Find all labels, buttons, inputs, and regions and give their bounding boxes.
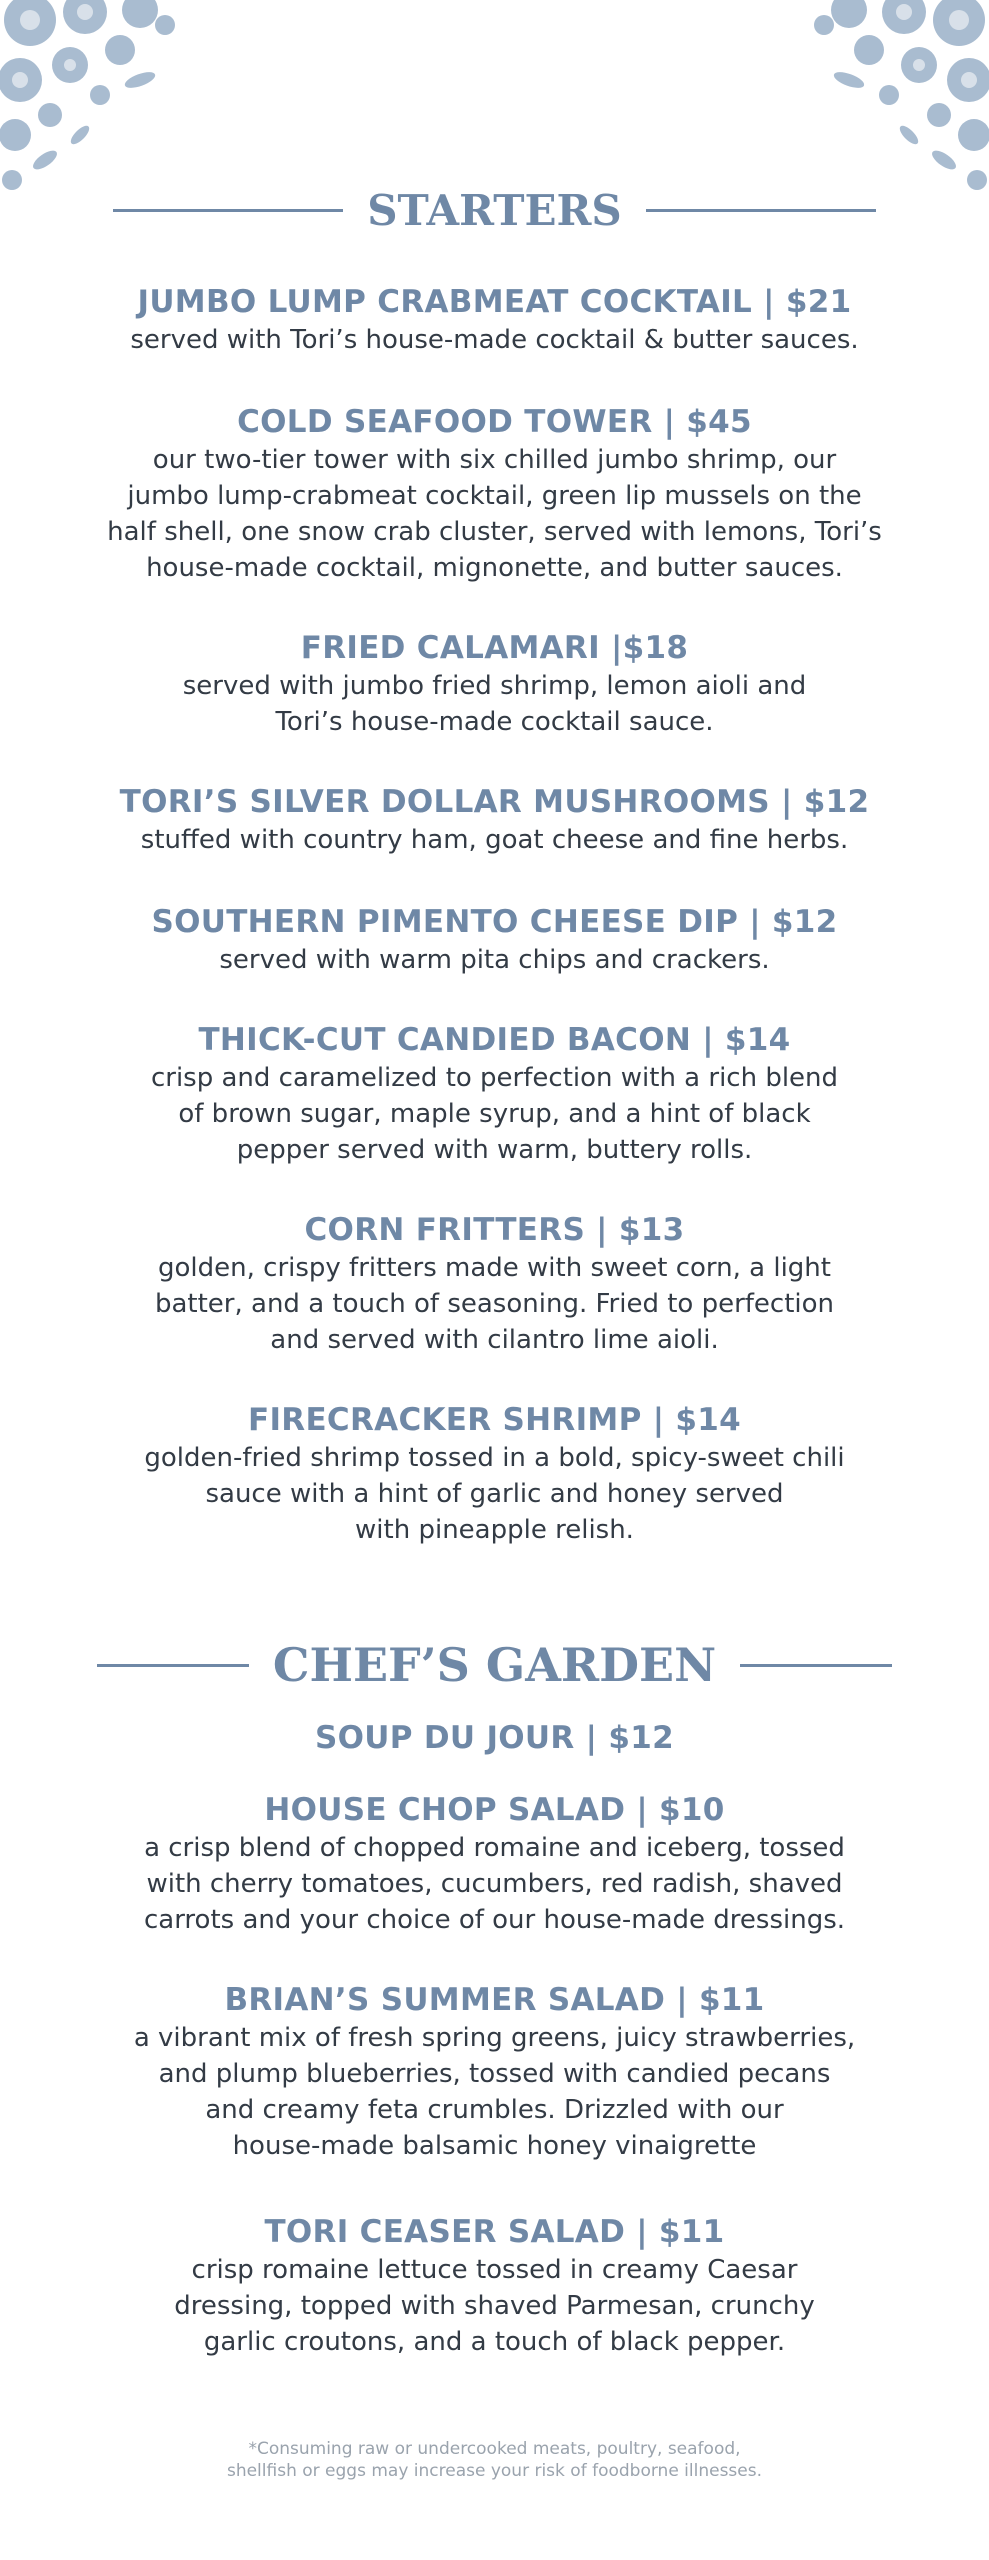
menu-item-fried-calamari: [70, 628, 919, 740]
menu-item-candied-bacon: [70, 1020, 919, 1168]
menu-item-firecracker-shrimp: [70, 1400, 919, 1548]
item-description: [70, 668, 919, 740]
description-line: house-made cocktail, mignonette, and butter sauces.: [146, 553, 843, 583]
item-description: [70, 822, 919, 858]
disclaimer-line: shellfish or eggs may increase your risk of foodborne illnesses.: [226, 2461, 763, 2481]
item-description: [70, 1440, 919, 1548]
description-line: served with Tori’s house-made cocktail & butter sauces.: [130, 325, 859, 355]
menu-item-soup-du-jour: [70, 1718, 919, 1758]
menu-item-house-chop-salad: [70, 1790, 919, 1938]
item-title: JUMBO LUMP CRABMEAT COCKTAIL | $21: [137, 284, 852, 320]
item-title: COLD SEAFOOD TOWER | $45: [237, 404, 752, 440]
item-title: CORN FRITTERS | $13: [304, 1212, 685, 1248]
item-title: FIRECRACKER SHRIMP | $14: [247, 1402, 742, 1438]
heading-rule-left: [97, 1664, 249, 1667]
description-line: half shell, one snow crab cluster, served with lemons, Tori’s: [107, 517, 882, 547]
item-title: SOUP DU JOUR | $12: [314, 1720, 674, 1756]
menu-item-corn-fritters: [70, 1210, 919, 1358]
disclaimer-line: *Consuming raw or undercooked meats, poultry, seafood,: [248, 2439, 741, 2459]
item-description: [70, 1830, 919, 1938]
item-title: THICK-CUT CANDIED BACON | $14: [198, 1022, 791, 1058]
description-line: carrots and your choice of our house-made dressings.: [143, 1905, 846, 1935]
heading-rule-right: [646, 209, 876, 212]
description-line: of brown sugar, maple syrup, and a hint of black: [178, 1099, 811, 1129]
description-line: golden-fried shrimp tossed in a bold, spicy-sweet chili: [144, 1443, 845, 1473]
description-line: served with warm pita chips and crackers.: [219, 945, 770, 975]
description-line: with cherry tomatoes, cucumbers, red radish, shaved: [146, 1869, 843, 1899]
description-line: a vibrant mix of fresh spring greens, juicy strawberries,: [133, 2023, 856, 2053]
chefs-garden-heading: [0, 1632, 989, 1698]
menu-item-pimento-cheese-dip: [70, 902, 919, 978]
item-description: [70, 442, 919, 586]
item-description: [70, 2252, 919, 2360]
description-line: dressing, topped with shaved Parmesan, crunchy: [174, 2291, 815, 2321]
menu-item-seafood-tower: [70, 402, 919, 586]
item-title: HOUSE CHOP SALAD | $10: [264, 1792, 725, 1828]
starters-heading: [0, 180, 989, 240]
floral-corner-left: [0, 0, 190, 210]
menu-item-caesar-salad: [70, 2212, 919, 2360]
description-line: golden, crispy fritters made with sweet corn, a light: [158, 1253, 831, 1283]
description-line: a crisp blend of chopped romaine and iceberg, tossed: [144, 1833, 845, 1863]
item-description: [70, 942, 919, 978]
description-line: batter, and a touch of seasoning. Fried to perfection: [154, 1289, 835, 1319]
description-line: jumbo lump-crabmeat cocktail, green lip mussels on the: [127, 481, 862, 511]
menu-item-summer-salad: [70, 1980, 919, 2164]
item-title: TORI CEASER SALAD | $11: [264, 2214, 725, 2250]
item-title: TORI’S SILVER DOLLAR MUSHROOMS | $12: [119, 784, 870, 820]
description-line: stuffed with country ham, goat cheese and fine herbs.: [140, 825, 849, 855]
chefs-garden-title: CHEF’S GARDEN: [272, 1638, 717, 1692]
starters-title: STARTERS: [367, 185, 622, 235]
description-line: crisp romaine lettuce tossed in creamy Caesar: [191, 2255, 798, 2285]
description-line: and served with cilantro lime aioli.: [270, 1325, 719, 1355]
item-description: [70, 2020, 919, 2164]
description-line: and plump blueberries, tossed with candied pecans: [158, 2059, 831, 2089]
description-line: garlic croutons, and a touch of black pepper.: [203, 2327, 786, 2357]
description-line: served with jumbo fried shrimp, lemon aioli and: [182, 671, 807, 701]
item-description: [70, 1060, 919, 1168]
foodborne-illness-disclaimer: [0, 2438, 989, 2482]
item-title: SOUTHERN PIMENTO CHEESE DIP | $12: [151, 904, 838, 940]
description-line: pepper served with warm, buttery rolls.: [236, 1135, 753, 1165]
heading-rule-right: [740, 1664, 892, 1667]
menu-item-silver-dollar-mushrooms: [70, 782, 919, 858]
description-line: sauce with a hint of garlic and honey served: [205, 1479, 784, 1509]
heading-rule-left: [113, 209, 343, 212]
menu-item-crabmeat-cocktail: [70, 282, 919, 358]
item-description: [70, 322, 919, 358]
item-title: BRIAN’S SUMMER SALAD | $11: [224, 1982, 765, 2018]
item-title: FRIED CALAMARI |$18: [300, 630, 689, 666]
description-line: and creamy feta crumbles. Drizzled with our: [205, 2095, 784, 2125]
item-description: [70, 1250, 919, 1358]
description-line: our two-tier tower with six chilled jumbo shrimp, our: [152, 445, 837, 475]
description-line: Tori’s house-made cocktail sauce.: [275, 707, 714, 737]
description-line: crisp and caramelized to perfection with a rich blend: [150, 1063, 839, 1093]
floral-corner-right: [799, 0, 989, 210]
description-line: house-made balsamic honey vinaigrette: [232, 2131, 757, 2161]
description-line: with pineapple relish.: [355, 1515, 634, 1545]
